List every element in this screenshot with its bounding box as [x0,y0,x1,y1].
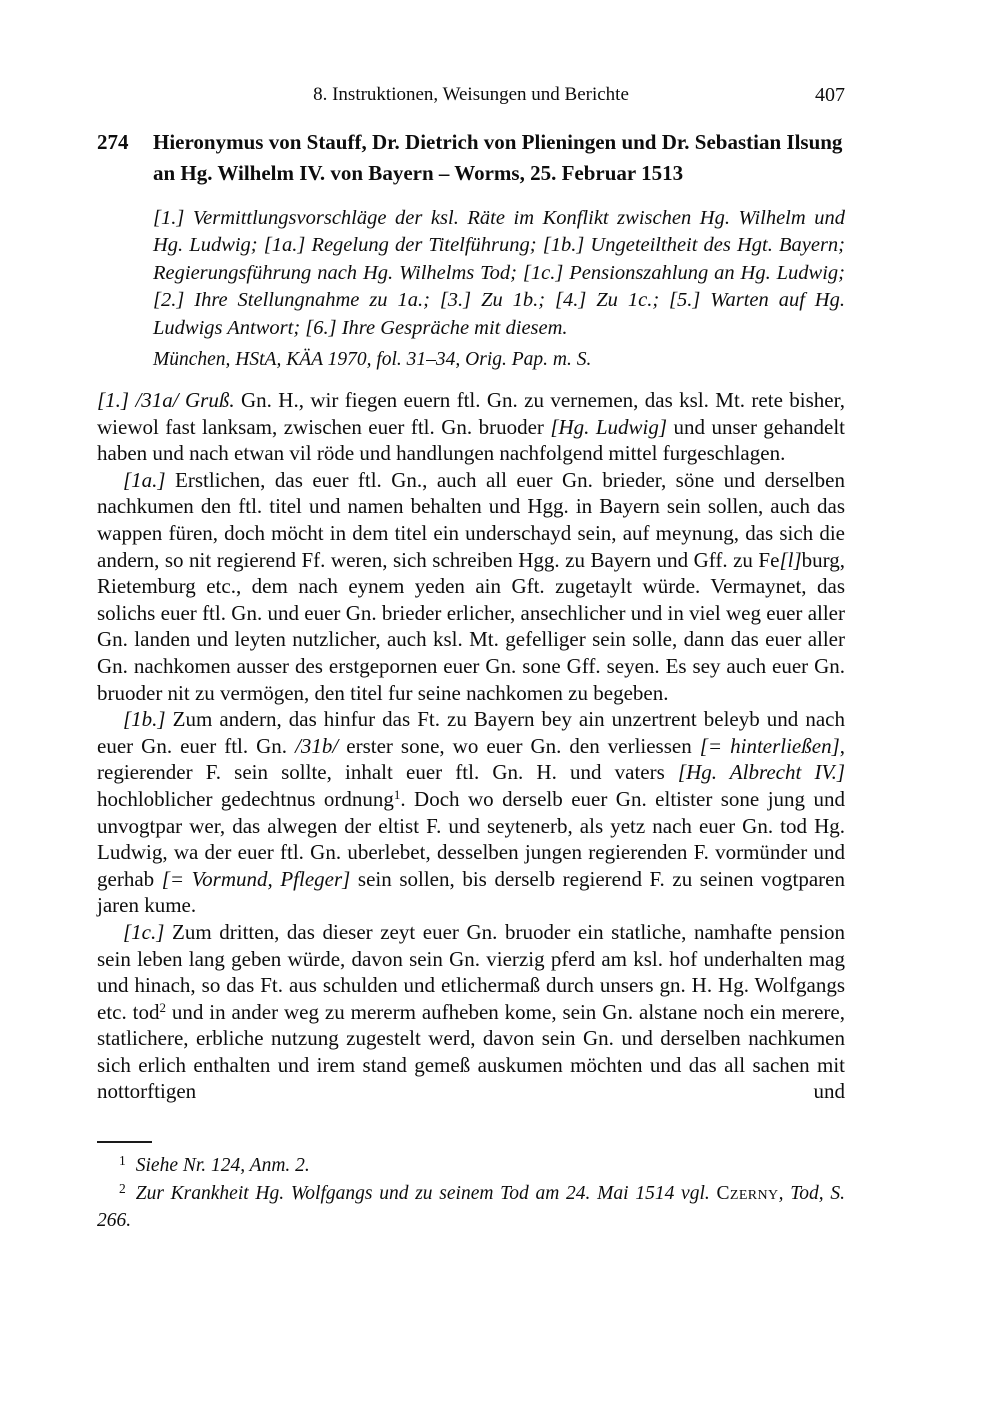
footnote-2-marker: 2 [119,1180,126,1196]
entry-regest-summary: [1.] Vermittlungsvorschläge der ksl. Räte im Konflikt zwischen Hg. Wilhelm und Hg. Ludwig; [1a.] Regelung der Titelführung; [1b.] Ungeteiltheit des Hgt. Bayern; Regierungsführung nach Hg. Wilhelms Tod; [1c.] Pensionszahlung an Hg. Ludwig; [2.] Ihre Stellungnahme zu 1a.; [3.] Zu 1b.; [4.] Zu 1c.; [5.] Warten auf Hg. Ludwigs Antwort; [6.] Ihre Gespräche mit diesem. [153,207,845,339]
chapter-header-title: 8. Instruktionen, Weisungen und Berichte [313,84,629,105]
entry-number: 274 [97,130,129,154]
page-number: 407 [815,84,845,106]
footnote-2 [97,1180,845,1235]
footnotes-section [97,1141,845,1235]
footnote-1-marker: 1 [119,1153,126,1169]
footnote-1 [97,1152,845,1180]
paragraph-1a: [1a.] Erstlichen, das euer ftl. Gn., auch all euer Gn. brieder, söne und derselben nachkumen den ftl. titel und namen behalten und Hgg. in Bayern sein sollen, auch das wappen füren, doch möcht in dem titel ein underschayd sein, auf meynung, das sich die andern, so nit regierend Ff. weren, sich schreiben Hgg. zu Bayern und Gff. zu Fe[l]burg, Rietemburg etc., dem nach eynem yeden ain Gft. zugetaylt würde. Vermaynet, das solichs euer ftl. Gn. und euer Gn. brieder erlicher, ansechlicher und in viel weg euer aller Gn. landen und leyten nutzlicher, auch ksl. Mt. gefelliger sein solle, dann das euer aller Gn. nachkomen ausser des erstgepornen euer Gn. sone Gff. seyen. Es sey auch euer Gn. bruoder nit zu vermögen, den titel fur seine nachkomen zu begeben. [97,467,845,705]
document-body [97,387,845,1105]
archive-reference: München, HStA, KÄA 1970, fol. 31–34, Orig. Pap. m. S. [153,349,592,371]
paragraph-1b: [1b.] Zum andern, das hinfur das Ft. zu Bayern bey ain unzertrent beleyb und nach euer Gn. euer ftl. Gn. /31b/ erster sone, wo euer Gn. den verliessen [= hinterließen], regierender F. sein sollte, inhalt euer ftl. Gn. H. und vaters [Hg. Albrecht IV.] hochloblicher gedechtnus ordnung$^1$. Doch wo derselb euer Gn. eltister sone jung und unvogtpar wer, das alwegen der eltist F. und seytenerb, als yetz nach euer Gn. tod Hg. Ludwig, wa der euer ftl. Gn. uberlebet, desselben jungen regierenden F. vormünder und gerhab [= Vormund, Pfleger] sein sollen, bis derselb regierend F. zu seinen vogtparen jaren kume. [97,707,846,918]
paragraph-1c: [1c.] Zum dritten, das dieser zeyt euer Gn. bruoder ein statliche, namhafte pension sein leben lang geben würde, davon sein Gn. vierzig pferd am ksl. hof underhalten mag und hinach, so das Ft. aus schulden und etlichermaß durch unsers gn. H. Hg. Wolfgangs etc. tod$^2$ und in ander weg zu mererm aufheben kome, sein Gn. alstane noch ein merere, statlichere, erbliche nutzung zugestelt werd, davon sein Gn. und derselben nachkumen sich erlich enthalten und irem stand gemeß auskumen möchten und das all sachen mit nottorftigen und [97,919,846,1104]
entry-heading [97,127,845,189]
running-header [97,84,845,108]
paragraph-1: [1.] /31a/ Gruß. Gn. H., wir fiegen euern ftl. Gn. zu vernemen, das ksl. Mt. rete bisher, wiewol fast lanksam, zwischen euer ftl. Gn. bruoder [Hg. Ludwig] und unser gehandelt haben und nach etwan vil röde und handlungen nachfolgend mittel furgeschlagen. [97,388,846,466]
footnote-1-text: Siehe Nr. 124, Anm. 2. [135,1155,310,1177]
footnote-separator-rule [97,1141,152,1143]
entry-title: Hieronymus von Stauff, Dr. Dietrich von Plieningen und Dr. Sebastian Ilsung an Hg. Wilhelm IV. von Bayern – Worms, 25. Februar 1513 [153,130,843,185]
footnote-2-text: Zur Krankheit Hg. Wolfgangs und zu seinem Tod am 24. Mai 1514 vgl. Czerny, Tod, S. 266. [97,1182,845,1232]
